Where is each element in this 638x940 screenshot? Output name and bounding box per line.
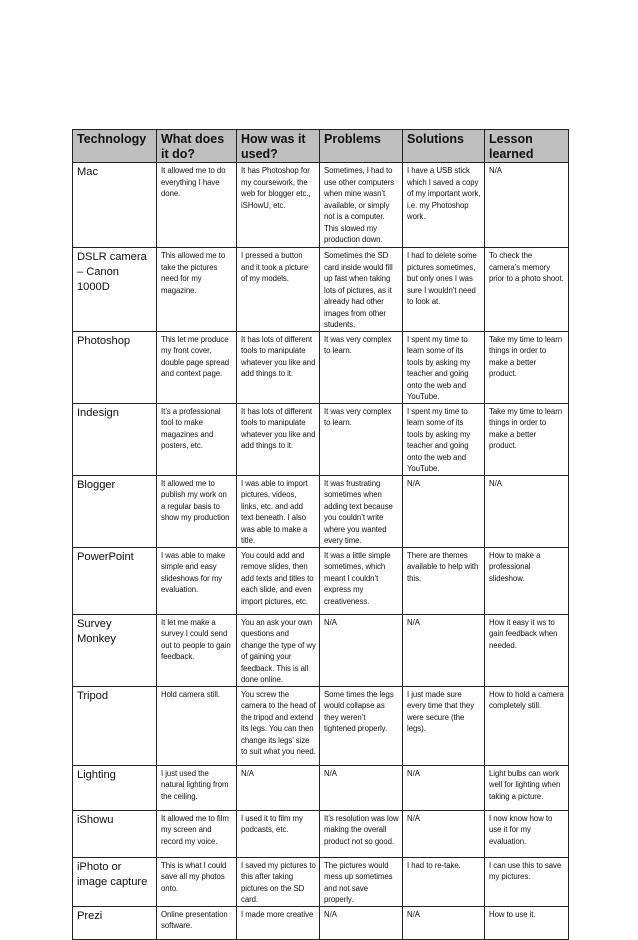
cell-what-it-does: I was able to make simple and easy slideshows for my evaluation.	[157, 547, 237, 614]
cell-lesson-learned: How it easy it ws to gain feedback when needed.	[485, 614, 569, 686]
table-row	[73, 475, 569, 547]
cell-what-it-does: It allowed me to film my screen and record my voice.	[157, 810, 237, 857]
cell-problems: N/A	[320, 765, 403, 810]
cell-what-it-does: I just used the natural lighting from the ceiling.	[157, 765, 237, 810]
table-row	[73, 810, 569, 857]
table-row	[73, 163, 569, 248]
cell-solutions: I just made sure every time that they were secure (the legs).	[403, 686, 485, 765]
cell-lesson-learned: Light bulbs can work well for lighting when taking a picture.	[485, 765, 569, 810]
cell-technology: DSLR camera – Canon 1000D	[73, 248, 157, 332]
cell-problems: It was very complex to learn.	[320, 331, 403, 403]
table-row	[73, 547, 569, 614]
cell-lesson-learned: How to hold a camera completely still.	[485, 686, 569, 765]
cell-solutions: N/A	[403, 810, 485, 857]
cell-solutions: N/A	[403, 614, 485, 686]
header-technology: Technology	[73, 130, 157, 163]
cell-how-used: I saved my pictures to this after taking pictures on the SD card.	[237, 857, 320, 906]
cell-lesson-learned: To check the camera’s memory prior to a photo shoot.	[485, 248, 569, 332]
cell-how-used: It has Photoshop for my coursework, the web for blogger etc., iSHowU, etc.	[237, 163, 320, 248]
cell-solutions: N/A	[403, 475, 485, 547]
header-what-does-it-do: What does it do?	[157, 130, 237, 163]
cell-problems: Some times the legs would collapse as they weren’t tightened properly.	[320, 686, 403, 765]
table-row	[73, 248, 569, 332]
cell-lesson-learned: N/A	[485, 163, 569, 248]
cell-lesson-learned: I can use this to save my pictures.	[485, 857, 569, 906]
cell-how-used: You an ask your own questions and change the type of wy of gaining your feedback. This is all done online.	[237, 614, 320, 686]
cell-lesson-learned: How to make a professional slideshow.	[485, 547, 569, 614]
cell-technology: iPhoto or image capture	[73, 857, 157, 906]
cell-what-it-does: It allowed me to do everything I have done.	[157, 163, 237, 248]
technology-table	[72, 129, 569, 940]
cell-what-it-does: Hold camera still.	[157, 686, 237, 765]
table-row	[73, 765, 569, 810]
cell-what-it-does: It’s a professional tool to make magazines and posters, etc.	[157, 403, 237, 475]
cell-how-used: I made more creative	[237, 906, 320, 939]
cell-how-used: You could add and remove slides, then add texts and titles to each slide, and even import pictures, etc.	[237, 547, 320, 614]
cell-what-it-does: This allowed me to take the pictures need for my magazine.	[157, 248, 237, 332]
cell-how-used: You screw the camera to the head of the tripod and extend its legs. You can then change its legs’ size to suit what you need.	[237, 686, 320, 765]
table-row	[73, 403, 569, 475]
cell-what-it-does: This is what I could save all my photos onto.	[157, 857, 237, 906]
cell-solutions: I had to delete some pictures sometimes, but only ones I was sure I wouldn’t need to look at.	[403, 248, 485, 332]
cell-technology: Blogger	[73, 475, 157, 547]
cell-how-used: It has lots of different tools to manipulate whatever you like and add things to it.	[237, 331, 320, 403]
cell-lesson-learned: How to use it.	[485, 906, 569, 939]
cell-how-used: N/A	[237, 765, 320, 810]
cell-lesson-learned: Take my time to learn things in order to make a better product.	[485, 331, 569, 403]
cell-technology: Mac	[73, 163, 157, 248]
cell-how-used: I pressed a button and it took a picture of my models.	[237, 248, 320, 332]
cell-solutions: N/A	[403, 906, 485, 939]
cell-technology: Survey Monkey	[73, 614, 157, 686]
cell-what-it-does: It allowed me to publish my work on a regular basis to show my production	[157, 475, 237, 547]
table-row	[73, 857, 569, 906]
table-row	[73, 906, 569, 939]
cell-solutions: I spent my time to learn some of its tools by asking my teacher and going onto the web and YouTube.	[403, 331, 485, 403]
cell-how-used: I was able to import pictures, videos, links, etc. and add text beneath. I also was able to make a title.	[237, 475, 320, 547]
cell-what-it-does: This let me produce my front cover, double page spread and context page.	[157, 331, 237, 403]
cell-lesson-learned: Take my time to learn things in order to make a better product.	[485, 403, 569, 475]
cell-technology: Photoshop	[73, 331, 157, 403]
cell-solutions: I had to re-take.	[403, 857, 485, 906]
cell-problems: It’s resolution was low making the overall product not so good.	[320, 810, 403, 857]
cell-technology: Tripod	[73, 686, 157, 765]
header-problems: Problems	[320, 130, 403, 163]
header-solutions: Solutions	[403, 130, 485, 163]
cell-how-used: I used it to film my podcasts, etc.	[237, 810, 320, 857]
cell-solutions: There are themes available to help with this.	[403, 547, 485, 614]
cell-technology: PowerPoint	[73, 547, 157, 614]
table-row	[73, 331, 569, 403]
cell-technology: Lighting	[73, 765, 157, 810]
cell-problems: Sometimes the SD card inside would fill up fast when taking lots of pictures, as it already had other images from other students.	[320, 248, 403, 332]
cell-technology: Indesign	[73, 403, 157, 475]
cell-solutions: I spent my time to learn some of its tools by asking my teacher and going onto the web and YouTube.	[403, 403, 485, 475]
cell-solutions: N/A	[403, 765, 485, 810]
cell-what-it-does: Online presentation software.	[157, 906, 237, 939]
header-row	[73, 130, 569, 163]
cell-problems: N/A	[320, 614, 403, 686]
cell-what-it-does: It let me make a survey I could send out to people to gain feedback.	[157, 614, 237, 686]
table-body	[73, 163, 569, 940]
cell-problems: The pictures would mess up sometimes and not save properly.	[320, 857, 403, 906]
table-row	[73, 614, 569, 686]
table-header	[73, 130, 569, 163]
cell-technology: iShowu	[73, 810, 157, 857]
cell-solutions: I have a USB stick which I saved a copy of my important work, i.e. my Photoshop work.	[403, 163, 485, 248]
cell-problems: It was a little simple sometimes, which meant I couldn’t express my creativeness.	[320, 547, 403, 614]
cell-lesson-learned: I now know how to use it for my evaluation.	[485, 810, 569, 857]
cell-problems: It was frustrating sometimes when adding text because you couldn’t write where you wanted every time.	[320, 475, 403, 547]
cell-problems: Sometimes, I had to use other computers when mine wasn’t available, or simply not is a computer. This slowed my production down.	[320, 163, 403, 248]
header-lesson-learned: Lesson learned	[485, 130, 569, 163]
cell-problems: N/A	[320, 906, 403, 939]
cell-how-used: It has lots of different tools to manipulate whatever you like and add things to it.	[237, 403, 320, 475]
cell-problems: It was very complex to learn.	[320, 403, 403, 475]
table-row	[73, 686, 569, 765]
header-how-was-it-used: How was it used?	[237, 130, 320, 163]
cell-technology: Prezi	[73, 906, 157, 939]
cell-lesson-learned: N/A	[485, 475, 569, 547]
